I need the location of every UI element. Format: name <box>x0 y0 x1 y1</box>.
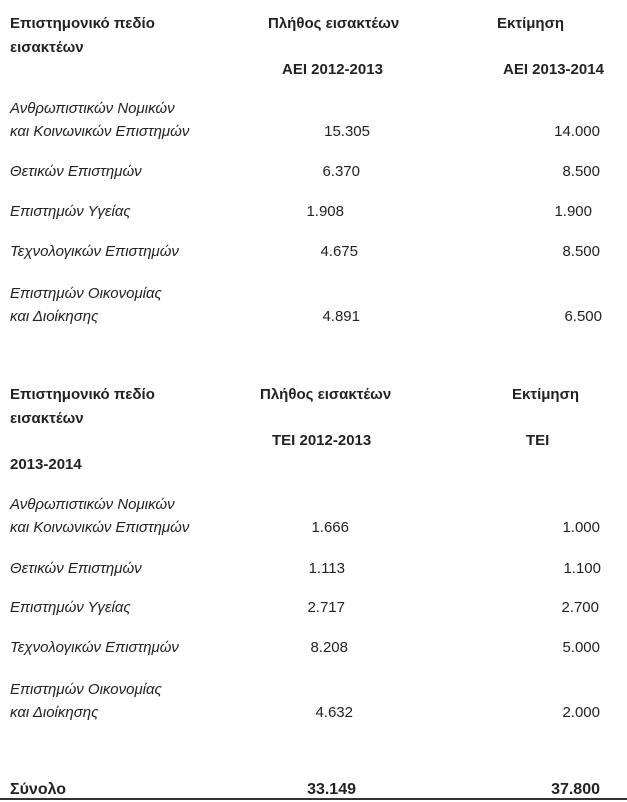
tei-row-label: Επιστημών Υγείας <box>10 599 131 616</box>
tei-row-count: 8.208 <box>310 639 348 656</box>
aei-row-count: 4.675 <box>320 243 358 260</box>
tei-row-estimate: 1.100 <box>563 560 601 577</box>
tei-estimate-header-line2: ΤΕΙ <box>526 432 550 449</box>
aei-count-header-line1: Πλήθος εισακτέων <box>268 15 400 32</box>
tei-row-label: Τεχνολογικών Επιστημών <box>10 639 179 656</box>
aei-row-count: 4.891 <box>322 308 360 325</box>
aei-row-count: 6.370 <box>322 163 360 180</box>
tei-row-estimate: 5.000 <box>562 639 600 656</box>
aei-row-label: Τεχνολογικών Επιστημών <box>10 243 179 260</box>
tei-count-header-line2: ΤΕΙ 2012-2013 <box>272 432 372 449</box>
tei-field-header-line2: εισακτέων <box>10 410 84 427</box>
tei-row-estimate: 2.000 <box>562 704 600 721</box>
tei-row-label: και Διοίκησης <box>10 704 99 721</box>
aei-count-header-line2: ΑΕΙ 2012-2013 <box>282 61 383 78</box>
aei-row-count: 1.908 <box>306 203 344 220</box>
aei-row-count: 15.305 <box>324 123 370 140</box>
tei-row-count: 1.113 <box>308 560 345 577</box>
tei-row-label: Ανθρωπιστικών Νομικών <box>10 496 175 513</box>
tei-year-header: 2013-2014 <box>10 456 82 473</box>
tei-field-header-line1: Επιστημονικό πεδίο <box>10 386 155 403</box>
aei-row-estimate: 8.500 <box>562 243 600 260</box>
aei-row-label: Ανθρωπιστικών Νομικών <box>10 100 175 117</box>
total-estimate: 37.800 <box>551 781 600 798</box>
total-count: 33.149 <box>307 781 356 798</box>
total-label: Σύνολο <box>10 781 67 798</box>
aei-row-estimate: 8.500 <box>562 163 600 180</box>
aei-row-label: Επιστημών Οικονομίας <box>10 285 162 302</box>
tei-row-estimate: 2.700 <box>561 599 599 616</box>
tei-count-header-line1: Πλήθος εισακτέων <box>260 386 392 403</box>
aei-row-estimate: 14.000 <box>554 123 600 140</box>
aei-row-label: Θετικών Επιστημών <box>10 163 142 180</box>
aei-field-header-line1: Επιστημονικό πεδίο <box>10 15 155 32</box>
tei-row-count: 2.717 <box>307 599 345 616</box>
tei-row-estimate: 1.000 <box>562 519 600 536</box>
aei-estimate-header-line1: Εκτίμηση <box>497 15 564 32</box>
aei-row-label: Επιστημών Υγείας <box>10 203 131 220</box>
tei-estimate-header-line1: Εκτίμηση <box>512 386 579 403</box>
aei-row-estimate: 1.900 <box>554 203 592 220</box>
aei-row-label: και Κοινωνικών Επιστημών <box>10 123 190 140</box>
aei-row-estimate: 6.500 <box>564 308 602 325</box>
tei-row-label: και Κοινωνικών Επιστημών <box>10 519 190 536</box>
aei-row-label: και Διοίκησης <box>10 308 99 325</box>
aei-field-header-line2: εισακτέων <box>10 39 84 56</box>
tei-row-label: Θετικών Επιστημών <box>10 560 142 577</box>
tei-row-label: Επιστημών Οικονομίας <box>10 681 162 698</box>
aei-estimate-header-line2: ΑΕΙ 2013-2014 <box>503 61 604 78</box>
tei-row-count: 4.632 <box>315 704 353 721</box>
tei-row-count: 1.666 <box>311 519 349 536</box>
